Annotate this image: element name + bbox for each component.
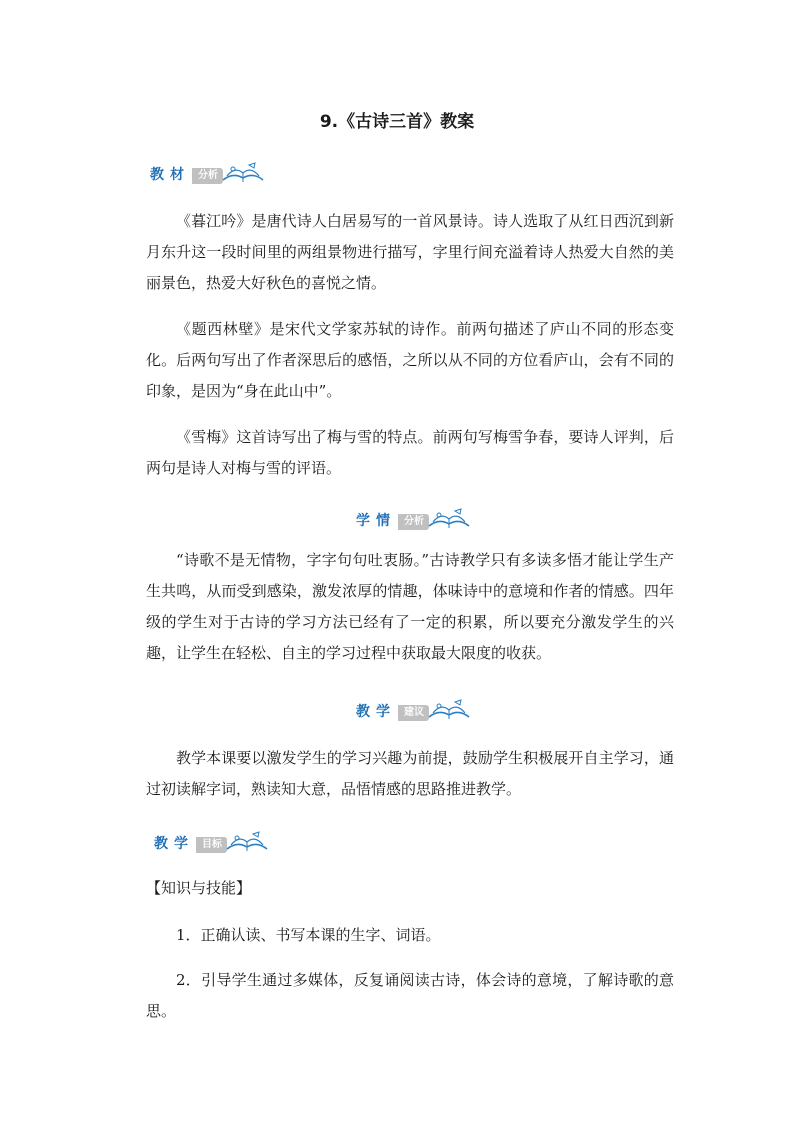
paragraph-material-1: 《暮江吟》是唐代诗人白居易写的一首风景诗。诗人选取了从红日西沉到新月东升这一段时间里的两组景物进行描写，字里行间充溢着诗人热爱大自然的美丽景色，热爱大好秋色的喜悦之情。 xyxy=(146,212,674,292)
section-badge-advice xyxy=(356,700,471,722)
section-label-sub: 分析 xyxy=(192,168,223,184)
section-label-main: 教学 xyxy=(356,704,396,720)
section-label-sub: 建议 xyxy=(398,705,429,721)
section-label-main: 教材 xyxy=(150,167,190,183)
paragraph-material-2: 《题西林壁》是宋代文学家苏轼的诗作。前两句描述了庐山不同的形态变化。后两句写出了作者深思后的感悟，之所以从不同的方位看庐山，会有不同的印象，是因为“身在此山中”。 xyxy=(146,320,674,400)
section-badge-students xyxy=(356,509,471,531)
paragraph-advice-1: 教学本课要以激发学生的学习兴趣为前提，鼓励学生积极展开自主学习，通过初读解字词，熟读知大意，品悟情感的思路推进教学。 xyxy=(146,749,674,798)
section-label-sub: 目标 xyxy=(196,837,227,853)
section-badge-goals xyxy=(154,832,269,854)
section-label-main: 学情 xyxy=(356,513,396,529)
open-book-icon xyxy=(225,829,269,855)
section-label-main: 教学 xyxy=(154,836,194,852)
section-badge-material xyxy=(150,163,265,185)
goals-heading: 【知识与技能】 xyxy=(146,879,252,897)
paragraph-material-3: 《雪梅》这首诗写出了梅与雪的特点。前两句写梅雪争春，要诗人评判，后两句是诗人对梅与雪的评语。 xyxy=(146,428,674,477)
section-label-sub: 分析 xyxy=(398,514,429,530)
page-title: 9.《古诗三首》教案 xyxy=(319,112,475,132)
paragraph-goals-1: 1．正确认读、书写本课的生字、词语。 xyxy=(176,926,441,944)
open-book-icon xyxy=(427,506,471,532)
open-book-icon xyxy=(427,697,471,723)
paragraph-goals-2: 2．引导学生通过多媒体，反复诵阅读古诗，体会诗的意境，了解诗歌的意思。 xyxy=(146,971,674,1020)
paragraph-students-1: “诗歌不是无情物，字字句句吐衷肠。”古诗教学只有多读多悟才能让学生产生共鸣，从而受到感染，激发浓厚的情趣，体味诗中的意境和作者的情感。四年级的学生对于古诗的学习方法已经有了一定的积累，所以要充分激发学生的兴趣，让学生在轻松、自主的学习过程中获取最大限度的收获。 xyxy=(146,551,674,662)
open-book-icon xyxy=(221,160,265,186)
